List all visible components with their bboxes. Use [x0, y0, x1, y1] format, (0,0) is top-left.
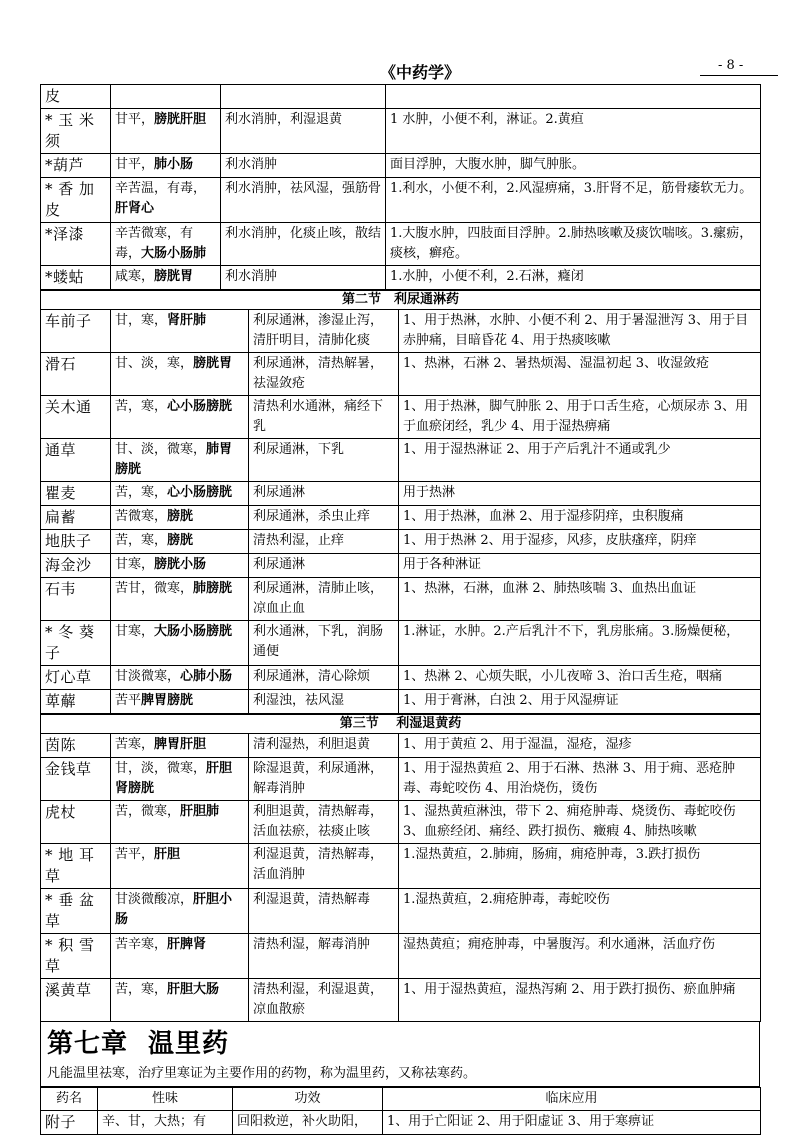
table-row — [41, 85, 761, 109]
herb-nature — [111, 734, 249, 758]
table-row — [41, 396, 761, 439]
table-row — [41, 734, 761, 758]
herb-effect: 利水通淋，下乳，润肠通便 — [249, 621, 399, 666]
herb-effect: 清利湿热，利胆退黄 — [249, 734, 399, 758]
herb-nature — [111, 154, 221, 178]
herb-nature — [111, 310, 249, 353]
herb-usage: 1、热淋，石淋 2、暑热烦渴、湿温初起 3、收湿敛疮 — [399, 353, 761, 396]
nature-meridian: 肝胆肺 — [180, 804, 220, 819]
nature-meridian: 肺膀胱 — [193, 581, 233, 596]
nature-taste: 甘，淡，微寒， — [115, 761, 207, 776]
herb-nature — [111, 85, 221, 109]
herb-effect: 利尿通淋，杀虫止痒 — [249, 506, 399, 530]
herb-usage: 1、用于热淋，脚气肿胀 2、用于口舌生疮，心烦尿赤 3、用于血瘀闭经，乳少 4、用于湿热痹痛 — [399, 396, 761, 439]
nature-taste: 甘，寒， — [115, 313, 168, 328]
chapter-name: 温里药 — [148, 1029, 230, 1059]
nature-taste: 辛、甘，大热；有 — [102, 1114, 207, 1129]
nature-taste: 辛苦温，有毒， — [115, 181, 207, 196]
section2-rows — [41, 310, 761, 714]
page-number: - 8 - — [718, 58, 744, 73]
nature-meridian: 肺胃膀胱 — [115, 442, 233, 477]
herb-nature — [111, 223, 221, 266]
table-row — [41, 844, 761, 889]
herb-name: 滑石 — [41, 353, 111, 396]
table-row — [41, 578, 761, 621]
nature-meridian: 膀胱胃 — [154, 269, 194, 284]
herb-name: 虎杖 — [41, 801, 111, 844]
nature-meridian: 膀胱胃 — [193, 356, 233, 371]
herb-name: 关木通 — [41, 396, 111, 439]
nature-taste: 苦，寒， — [115, 485, 168, 500]
nature-taste: 辛苦微寒，有毒， — [115, 226, 194, 261]
nature-meridian: 膀胱肝胆 — [154, 112, 207, 127]
herb-nature — [111, 844, 249, 889]
table-row — [41, 621, 761, 666]
table-row — [41, 109, 761, 154]
herb-name: 瞿麦 — [41, 482, 111, 506]
herb-name: 附子 — [41, 1111, 98, 1135]
herb-usage: 1、用于湿热黄疸，湿热泻痢 2、用于跌打损伤、瘀血肿痛 — [399, 979, 761, 1022]
chapter-7-block — [40, 1022, 760, 1087]
herb-nature — [111, 482, 249, 506]
nature-taste: 苦平， — [115, 847, 155, 862]
herb-nature — [111, 578, 249, 621]
herb-effect: 利水消肿 — [221, 266, 386, 290]
herb-nature — [111, 666, 249, 690]
herb-effect: 清热利水通淋，痛经下乳 — [249, 396, 399, 439]
herb-nature — [111, 979, 249, 1022]
herb-effect: 利尿通淋，下乳 — [249, 439, 399, 482]
nature-taste: 甘、淡，寒， — [115, 356, 194, 371]
herb-name: 石韦 — [41, 578, 111, 621]
herb-nature — [111, 530, 249, 554]
chapter7-rows — [41, 1111, 761, 1135]
herb-usage: 1、用于黄疸 2、用于湿温，湿疮，湿疹 — [399, 734, 761, 758]
section-title: 第二节 利尿通淋药 — [41, 291, 761, 310]
nature-meridian: 大肠小肠肺 — [141, 246, 207, 261]
herb-effect: 利水消肿 — [221, 154, 386, 178]
herb-usage: 1、用于湿热淋证 2、用于产后乳汁不通或乳少 — [399, 439, 761, 482]
herb-usage: 用于各种淋证 — [399, 554, 761, 578]
herb-usage: 1.湿热黄疸，2.肺痈，肠痈，痈疮肿毒，3.跌打损伤 — [399, 844, 761, 889]
nature-meridian: 肝脾肾 — [167, 937, 207, 952]
nature-meridian: 肺小肠 — [154, 157, 194, 172]
herb-usage: 1.湿热黄疸，2.痈疮肿毒，毒蛇咬伤 — [399, 889, 761, 934]
nature-meridian: 肝胆 — [154, 847, 181, 862]
herb-nature — [111, 554, 249, 578]
herb-name: 通草 — [41, 439, 111, 482]
nature-taste: 苦，微寒， — [115, 804, 181, 819]
herb-usage: 1、用于亡阳证 2、用于阳虚证 3、用于寒痹证 — [383, 1111, 761, 1135]
herb-nature — [111, 178, 221, 223]
table-row — [41, 310, 761, 353]
herb-name: 茵陈 — [41, 734, 111, 758]
table-row — [41, 439, 761, 482]
herb-name: 萆薢 — [41, 690, 111, 714]
nature-meridian: 肝肾心 — [115, 201, 155, 216]
nature-taste: 甘寒， — [115, 624, 155, 639]
herb-effect: 利尿通淋，渗湿止泻，清肝明目，清肺化痰 — [249, 310, 399, 353]
herb-usage — [386, 85, 761, 109]
herb-name: 地肤子 — [41, 530, 111, 554]
herb-usage: 湿热黄疸；痈疮肿毒，中暑腹泻。利水通淋，活血疗伤 — [399, 934, 761, 979]
nature-taste: 甘、淡，微寒， — [115, 442, 207, 457]
herb-nature — [111, 353, 249, 396]
table-row — [41, 482, 761, 506]
table-row — [41, 889, 761, 934]
page-header — [40, 58, 760, 86]
header-nature: 性味 — [98, 1088, 233, 1111]
nature-taste: 苦，寒， — [115, 399, 168, 414]
herb-name: 海金沙 — [41, 554, 111, 578]
nature-taste: 苦寒， — [115, 737, 155, 752]
herb-nature — [111, 801, 249, 844]
herb-usage: 1、热淋 2、心烦失眠，小儿夜啼 3、治口舌生疮，咽痛 — [399, 666, 761, 690]
herb-usage: 1、用于热淋，血淋 2、用于湿疹阴痒，虫积腹痛 — [399, 506, 761, 530]
nature-taste: 甘平， — [115, 112, 155, 127]
nature-taste: 苦甘，微寒， — [115, 581, 194, 596]
chapter-title — [47, 1022, 759, 1064]
table-row — [41, 223, 761, 266]
herb-name: *葫芦 — [41, 154, 111, 178]
table-row — [41, 154, 761, 178]
nature-meridian: 膀胱 — [167, 509, 194, 524]
nature-taste: 苦辛寒， — [115, 937, 168, 952]
herb-effect: 利水消肿，祛风湿，强筋骨 — [221, 178, 386, 223]
table-row — [41, 801, 761, 844]
herb-effect: 利湿退黄，清热解毒，活血消肿 — [249, 844, 399, 889]
nature-meridian: 肝胆小肠 — [115, 892, 233, 927]
table-row — [41, 178, 761, 223]
herb-usage: 1.水肿，小便不利，2.石淋，癃闭 — [386, 266, 761, 290]
herb-name: *泽漆 — [41, 223, 111, 266]
table-row — [41, 666, 761, 690]
herb-effect — [221, 85, 386, 109]
herb-effect: 利尿通淋，清心除烦 — [249, 666, 399, 690]
herb-name: 皮 — [41, 85, 111, 109]
herb-nature — [111, 396, 249, 439]
herb-name: 溪黄草 — [41, 979, 111, 1022]
page-number-underline — [700, 75, 778, 76]
nature-taste: 甘平， — [115, 157, 155, 172]
header-effect: 功效 — [233, 1088, 383, 1111]
nature-taste: 苦，寒， — [115, 982, 168, 997]
section3-rows — [41, 734, 761, 1022]
herb-name: 扁蓄 — [41, 506, 111, 530]
herb-usage: 1 水肿，小便不利，淋证。2.黄疸 — [386, 109, 761, 154]
nature-meridian: 肝胆大肠 — [167, 982, 220, 997]
herb-effect: 利水消肿，利湿退黄 — [221, 109, 386, 154]
herb-name: 车前子 — [41, 310, 111, 353]
chapter-intro: 凡能温里祛寒，治疗里寒证为主要作用的药物，称为温里药，又称祛寒药。 — [47, 1066, 477, 1081]
nature-meridian: 膀胱 — [167, 533, 194, 548]
herb-usage: 1.淋证，水肿。2.产后乳汁不下，乳房胀痛。3.肠燥便秘， — [399, 621, 761, 666]
herb-table-section3 — [40, 714, 761, 1022]
nature-meridian: 脾胃膀胱 — [141, 693, 194, 708]
herb-effect: 利尿通淋 — [249, 482, 399, 506]
herb-effect: 清热利湿，解毒消肿 — [249, 934, 399, 979]
herb-usage: 1、用于膏淋，白浊 2、用于风湿痹证 — [399, 690, 761, 714]
nature-taste: 苦平 — [115, 693, 142, 708]
table-row — [41, 690, 761, 714]
nature-taste: 甘淡微酸凉， — [115, 892, 194, 907]
herb-usage: 1、用于热淋 2、用于湿疹，风疹，皮肤瘙痒，阴痒 — [399, 530, 761, 554]
page-content — [40, 84, 760, 1135]
herb-effect: 清热利湿，止痒 — [249, 530, 399, 554]
herb-effect: 利胆退黄，清热解毒，活血祛瘀，祛痰止咳 — [249, 801, 399, 844]
herb-name: * 积 雪草 — [41, 934, 111, 979]
herb-usage: 用于热淋 — [399, 482, 761, 506]
herb-name: * 地 耳草 — [41, 844, 111, 889]
chapter-number: 第七章 — [47, 1029, 129, 1059]
table-row — [41, 353, 761, 396]
herb-usage: 1、用于湿热黄疸 2、用于石淋、热淋 3、用于痈、恶疮肿毒、毒蛇咬伤 4、用治烧伤，烫伤 — [399, 758, 761, 801]
herb-usage: 1.利水，小便不利，2.风湿痹痛，3.肝肾不足，筋骨痿软无力。 — [386, 178, 761, 223]
herb-usage: 面目浮肿，大腹水肿，脚气肿胀。 — [386, 154, 761, 178]
herb-nature — [111, 621, 249, 666]
header-usage: 临床应用 — [383, 1088, 761, 1111]
nature-meridian: 脾胃肝胆 — [154, 737, 207, 752]
nature-taste: 苦，寒， — [115, 533, 168, 548]
herb-usage: 1、用于热淋，水肿、小便不利 2、用于暑湿泄泻 3、用于目赤肿痛，目暗昏花 4、用于热痰咳嗽 — [399, 310, 761, 353]
table-row — [41, 554, 761, 578]
table-row — [41, 758, 761, 801]
nature-meridian: 肝胆肾膀胱 — [115, 761, 233, 796]
table-row — [41, 266, 761, 290]
herb-nature — [111, 758, 249, 801]
herb-nature — [111, 889, 249, 934]
table-header-row — [41, 1088, 761, 1111]
herb-nature — [111, 439, 249, 482]
herb-table-section1 — [40, 84, 761, 290]
section-title: 第三节 利湿退黄药 — [41, 715, 761, 734]
herb-name: 金钱草 — [41, 758, 111, 801]
herb-effect: 利尿通淋 — [249, 554, 399, 578]
herb-nature — [111, 690, 249, 714]
herb-name: *蝼蛄 — [41, 266, 111, 290]
nature-meridian: 心肺小肠 — [180, 669, 233, 684]
table-row — [41, 979, 761, 1022]
herb-name: 灯心草 — [41, 666, 111, 690]
nature-meridian: 肾肝肺 — [167, 313, 207, 328]
herb-table-section2 — [40, 290, 761, 714]
herb-nature — [98, 1111, 233, 1135]
herb-usage: 1、热淋，石淋，血淋 2、肺热咳喘 3、血热出血证 — [399, 578, 761, 621]
nature-taste: 甘淡微寒， — [115, 669, 181, 684]
herb-nature — [111, 266, 221, 290]
nature-meridian: 心小肠膀胱 — [167, 485, 233, 500]
herb-name: * 香 加皮 — [41, 178, 111, 223]
table-row — [41, 506, 761, 530]
herb-effect: 利尿通淋，清肺止咳，凉血止血 — [249, 578, 399, 621]
herb-name: * 冬 葵子 — [41, 621, 111, 666]
nature-taste: 甘寒， — [115, 557, 155, 572]
herb-usage: 1.大腹水肿，四肢面目浮肿。2.肺热咳嗽及痰饮喘咳。3.瘰疬，痰核，癣疮。 — [386, 223, 761, 266]
herb-usage: 1、湿热黄疸淋浊，带下 2、痈疮肿毒、烧烫伤、毒蛇咬伤 3、血瘀经闭、痛经、跌打损伤、癥瘕 4、肺热咳嗽 — [399, 801, 761, 844]
table-row — [41, 1111, 761, 1135]
section1-rows — [41, 85, 761, 290]
herb-nature — [111, 109, 221, 154]
nature-meridian: 大肠小肠膀胱 — [154, 624, 233, 639]
herb-effect: 利水消肿，化痰止咳，散结 — [221, 223, 386, 266]
herb-effect: 回阳救逆，补火助阳， — [233, 1111, 383, 1135]
header-name: 药名 — [41, 1088, 98, 1111]
herb-effect: 利湿退黄，清热解毒 — [249, 889, 399, 934]
herb-nature — [111, 934, 249, 979]
nature-taste: 苦微寒， — [115, 509, 168, 524]
table-row — [41, 530, 761, 554]
nature-taste: 咸寒， — [115, 269, 155, 284]
herb-effect: 清热利湿，利湿退黄，凉血散瘀 — [249, 979, 399, 1022]
herb-nature — [111, 506, 249, 530]
document-title: 《中药学》 — [380, 63, 461, 82]
table-row — [41, 934, 761, 979]
herb-name: * 垂 盆草 — [41, 889, 111, 934]
herb-table-chapter7 — [40, 1087, 761, 1135]
nature-meridian: 膀胱小肠 — [154, 557, 207, 572]
herb-effect: 利湿浊，祛风湿 — [249, 690, 399, 714]
herb-name: * 玉 米须 — [41, 109, 111, 154]
herb-effect: 利尿通淋，清热解暑，祛湿敛疮 — [249, 353, 399, 396]
herb-effect: 除湿退黄，利尿通淋，解毒消肿 — [249, 758, 399, 801]
nature-meridian: 心小肠膀胱 — [167, 399, 233, 414]
